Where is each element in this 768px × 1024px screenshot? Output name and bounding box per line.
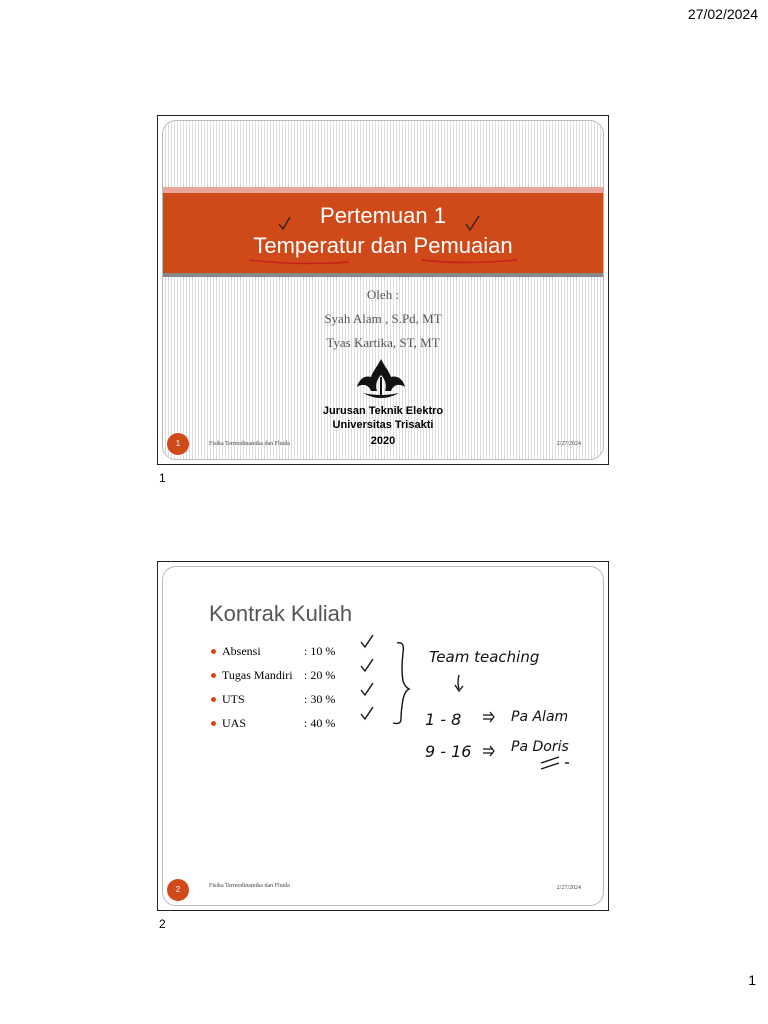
slide-footer-date: 2/27/2024 — [556, 441, 581, 447]
slide-2-canvas — [162, 566, 604, 906]
page-date: 27/02/2024 — [687, 6, 758, 22]
list-item: UTS : 30 % — [211, 687, 335, 711]
institution-line-1: Jurusan Teknik Elektro — [322, 405, 444, 417]
checkmark-icon — [361, 635, 373, 647]
red-underline — [249, 260, 349, 264]
double-underline — [541, 757, 559, 769]
by-label: Oleh : — [366, 287, 400, 302]
list-item: Tugas Mandiri : 20 % — [211, 663, 335, 687]
list-item: Absensi : 10 % — [211, 639, 335, 663]
slide-1-title-line-1: Pertemuan 1 — [320, 203, 446, 228]
slide-1-canvas — [162, 120, 604, 460]
handwritten-notes — [163, 567, 607, 909]
implies-arrow-icon — [483, 746, 494, 756]
implies-arrow-icon — [483, 712, 494, 722]
slide-footer-date: 2/27/2024 — [556, 885, 581, 891]
author-1: Syah Alam , S.Pd, MT — [324, 311, 442, 326]
institution-line-3: 2020 — [370, 435, 396, 447]
checkmark-icon — [361, 707, 373, 719]
institution-line-2: Universitas Trisakti — [332, 419, 434, 431]
note-target-1: Pa Alam — [511, 709, 569, 725]
red-underline — [421, 260, 517, 263]
note-target-2: Pa Doris — [511, 739, 569, 755]
slide-footer-course: Fisika Termodinamika dan Fluida — [209, 441, 290, 447]
curly-brace — [393, 643, 409, 724]
slide-1-title-line-2: Temperatur dan Pemuaian — [253, 233, 513, 258]
checkmark-icon — [361, 659, 373, 671]
slide-1 — [157, 115, 609, 465]
checkmark-icon — [279, 217, 290, 229]
slide-badge: 2 — [167, 879, 189, 901]
slide-1-number: 1 — [159, 471, 166, 485]
down-arrow-icon — [455, 675, 463, 691]
checkmark-icon — [466, 216, 479, 230]
list-item: UAS : 40 % — [211, 711, 335, 735]
author-2: Tyas Kartika, ST, MT — [326, 335, 440, 350]
page-number: 1 — [748, 972, 756, 988]
slide-2 — [157, 561, 609, 911]
slide-2-title: Kontrak Kuliah — [209, 601, 353, 626]
note-range-1: 1 - 8 — [425, 710, 462, 729]
slide-2-number: 2 — [159, 917, 166, 931]
note-range-2: 9 - 16 — [425, 742, 472, 761]
note-team-teaching: Team teaching — [429, 648, 540, 666]
university-logo-icon — [353, 357, 409, 401]
checkmark-icon — [361, 683, 373, 695]
slide-footer-course: Fisika Termodinamika dan Fluida — [209, 883, 290, 889]
slide-badge: 1 — [167, 433, 189, 455]
